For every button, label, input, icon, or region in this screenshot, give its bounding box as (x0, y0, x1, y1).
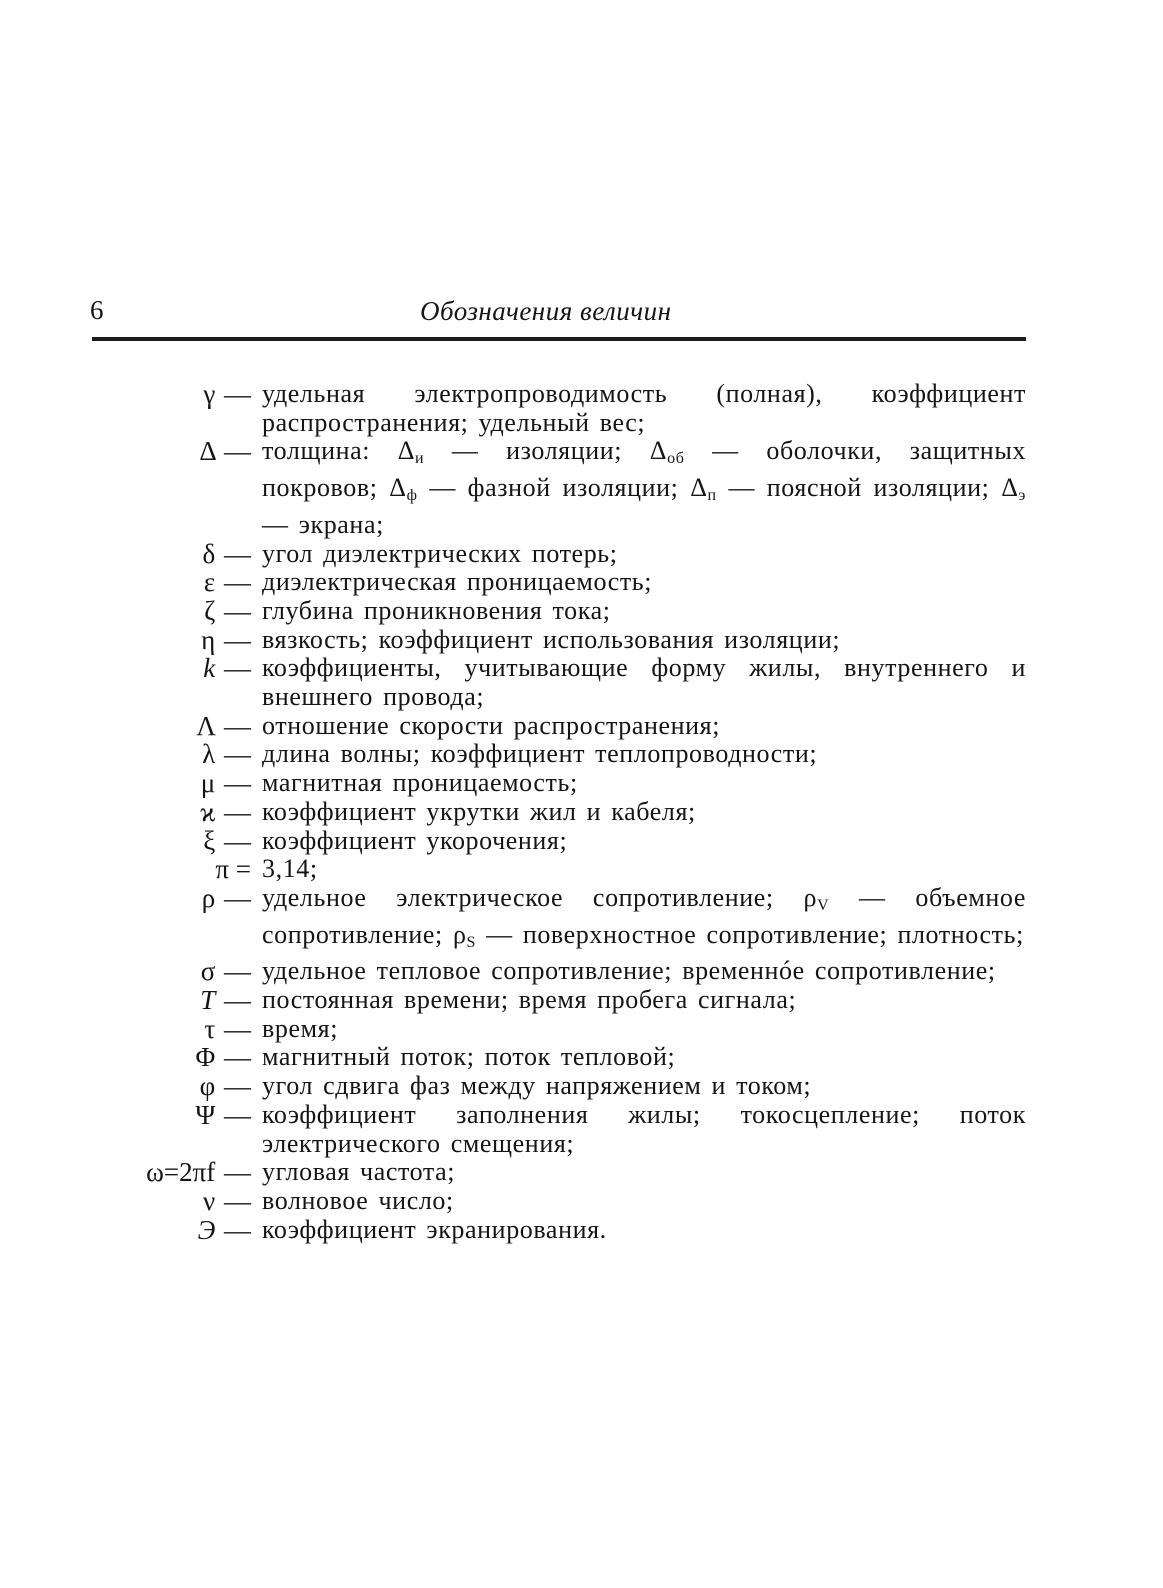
description: коэффициент укрутки жил и кабеля; (262, 796, 696, 826)
entry-kappa (0, 798, 1163, 827)
description: коэффициент экранирования. (262, 1214, 607, 1244)
description: 3,14; (262, 854, 318, 884)
dash: — (224, 1214, 251, 1245)
dash: — (224, 825, 251, 856)
dash: — (224, 1071, 251, 1102)
symbol: ρ (201, 882, 216, 913)
dash: — (224, 1185, 251, 1216)
description: угол сдвига фаз между напряжением и током; (262, 1071, 812, 1101)
dash: — (224, 710, 251, 741)
entry-mu (0, 769, 1163, 798)
entry-xi (0, 827, 1163, 856)
description: диэлектрическая проницаемость; (262, 567, 653, 597)
entry-pi (0, 855, 1163, 884)
description: угол диэлектрических потерь; (262, 538, 618, 568)
dash: — (224, 739, 251, 770)
entry-tau (0, 1015, 1163, 1044)
running-title: Обозначения величин (420, 296, 672, 326)
symbol: k (203, 653, 216, 684)
description: удельное электрическое сопротивление; $\rho_V$ — объемное сопротивление; $\rho_S$ — поверхностное сопротивление; плотность; (262, 882, 1026, 951)
dash: — (224, 379, 251, 409)
dash: — (224, 653, 251, 684)
description: время; (262, 1013, 339, 1043)
description: магнитная проницаемость; (262, 768, 578, 798)
symbol: δ (202, 538, 216, 569)
symbol: Δ (199, 436, 216, 467)
description: коэффициент укорочения; (262, 825, 568, 855)
dash: — (224, 567, 251, 598)
dash: — (224, 538, 251, 569)
entry-phi-capital (0, 1043, 1163, 1072)
description: длина волны; коэффициент теплопроводности; (262, 739, 818, 769)
entry-lambda-capital (0, 712, 1163, 741)
description: постоянная времени; время пробега сигнала; (262, 985, 797, 1015)
symbol-list (0, 380, 1163, 1244)
entry-psi (0, 1101, 1163, 1158)
dash: — (224, 1013, 251, 1044)
entry-lambda (0, 740, 1163, 769)
description: коэффициенты, учитывающие форму жилы, внутреннего и внешнего провода; (262, 653, 1026, 712)
description: магнитный поток; поток тепловой; (262, 1042, 676, 1072)
entry-delta (0, 437, 1163, 539)
symbol: ξ (203, 825, 216, 856)
entry-rho (0, 884, 1163, 957)
symbol: ν (203, 1185, 216, 1216)
description: удельная электропроводимость (полная), коэффициент распространения; удельный вес; (262, 379, 1026, 437)
entry-sigma (0, 957, 1163, 986)
symbol: γ (203, 379, 216, 409)
symbol: ζ (204, 595, 216, 626)
description: толщина: $\Delta_и$ — изоляции; $\Delta_{об}$ — оболочки, защитных покровов; $\Delta_ф$ — фазной изоляции; $\Delta_п$ — поясной изоляции; $\Delta_э$ — экрана; (262, 436, 1026, 539)
entry-nu (0, 1187, 1163, 1216)
page-number: 6 (90, 295, 104, 325)
symbol: η (201, 624, 216, 655)
dash: — (224, 1157, 251, 1188)
description: угловая частота; (262, 1157, 456, 1187)
entry-omega (0, 1158, 1163, 1187)
description: волновое число; (262, 1185, 454, 1215)
header-rule (92, 337, 1026, 341)
entry-gamma (0, 380, 1163, 437)
dash: — (224, 882, 251, 913)
entry-eta (0, 626, 1163, 655)
dash: — (224, 1042, 251, 1073)
symbol: τ (204, 1013, 216, 1044)
entry-epsilon (0, 568, 1163, 597)
entry-phi (0, 1072, 1163, 1101)
entry-k (0, 654, 1163, 711)
symbol: ω=2πf (146, 1157, 216, 1188)
description: удельное тепловое сопротивление; временнóе сопротивление; (262, 956, 996, 986)
symbol: Λ (196, 710, 216, 741)
symbol: σ (200, 956, 216, 987)
symbol: ϰ (200, 796, 216, 827)
dash: — (224, 985, 251, 1016)
symbol: φ (199, 1071, 216, 1102)
dash: — (224, 595, 251, 626)
dash: — (224, 624, 251, 655)
symbol: Φ (195, 1042, 216, 1073)
entry-t-capital (0, 986, 1163, 1015)
description: вязкость; коэффициент использования изоляции; (262, 624, 841, 654)
symbol: Ψ (195, 1099, 216, 1130)
dash: — (224, 768, 251, 799)
symbol: Э (197, 1214, 216, 1245)
symbol: ε (203, 567, 216, 598)
entry-delta-small (0, 540, 1163, 569)
dash: — (224, 436, 251, 467)
dash: — (224, 956, 251, 987)
symbol: λ (202, 739, 216, 770)
dash: — (224, 796, 251, 827)
symbol: π = (215, 854, 251, 885)
entry-e-cyrillic (0, 1216, 1163, 1245)
description: глубина проникновения тока; (262, 595, 611, 625)
description: отношение скорости распространения; (262, 710, 721, 740)
symbol: T (200, 985, 216, 1016)
entry-zeta (0, 597, 1163, 626)
description: коэффициент заполнения жилы; токосцепление; поток электрического смещения; (262, 1099, 1026, 1158)
dash: — (224, 1099, 251, 1130)
symbol: μ (200, 768, 216, 799)
